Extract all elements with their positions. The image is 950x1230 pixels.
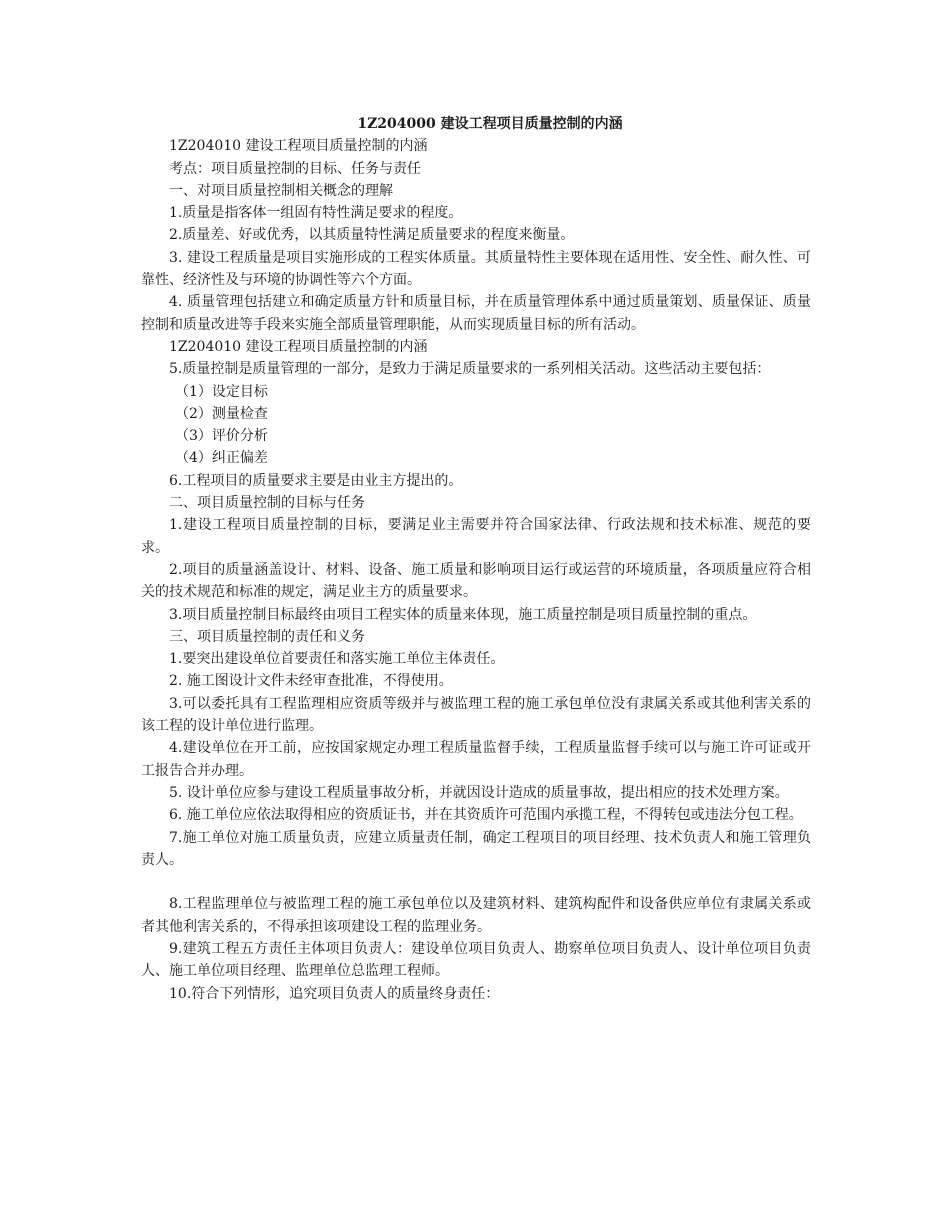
paragraph: 3.项目质量控制目标最终由项目工程实体的质量来体现，施工质量控制是项目质量控制的重点。 bbox=[169, 606, 757, 623]
paragraph: 1.要突出建设单位首要责任和落实施工单位主体责任。 bbox=[169, 651, 505, 668]
document-title: 1Z204000 建设工程项目质量控制的内涵 bbox=[357, 116, 623, 132]
list-item: （3）评价分析 bbox=[175, 428, 268, 445]
paragraph: 3. 建设工程质量是项目实施形成的工程实体质量。其质量特性主要体现在适用性、安全性、耐久性、可靠性、经济性及与环境的协调性等六个方面。 bbox=[141, 249, 811, 289]
list-item: （1）设定目标 bbox=[175, 383, 268, 400]
paragraph: 1Z204010 建设工程项目质量控制的内涵 bbox=[169, 338, 428, 355]
paragraph: 8.工程监理单位与被监理工程的施工承包单位以及建筑材料、建筑构配件和设备供应单位有隶属关系或者其他利害关系的，不得承担该项建设工程的监理业务。 bbox=[141, 896, 811, 935]
document-body bbox=[141, 113, 811, 1005]
section-heading: 三、项目质量控制的责任和义务 bbox=[169, 628, 365, 645]
paragraph: 4. 质量管理包括建立和确定质量方针和质量目标，并在质量管理体系中通过质量策划、质量保证、质量控制和质量改进等手段来实施全部质量管理职能，从而实现质量目标的所有活动。 bbox=[141, 294, 811, 333]
paragraph: 6. 施工单位应依法取得相应的资质证书，并在其资质许可范围内承揽工程，不得转包或违法分包工程。 bbox=[169, 807, 803, 824]
paragraph: 2. 施工图设计文件未经审查批准，不得使用。 bbox=[169, 673, 453, 690]
paragraph: 3.可以委托具有工程监理相应资质等级并与被监理工程的施工承包单位没有隶属关系或其他利害关系的该工程的设计单位进行监理。 bbox=[141, 695, 811, 735]
paragraph: 1.建设工程项目质量控制的目标，要满足业主需要并符合国家法律、行政法规和技术标准、规范的要求。 bbox=[141, 517, 811, 556]
paragraph: 9.建筑工程五方责任主体项目负责人：建设单位项目负责人、勘察单位项目负责人、设计单位项目负责人、施工单位项目经理、监理单位总监理工程师。 bbox=[141, 940, 811, 980]
paragraph: 10.符合下列情形，追究项目负责人的质量终身责任： bbox=[169, 985, 500, 1002]
paragraph: 考点：项目质量控制的目标、任务与责任 bbox=[169, 160, 421, 177]
paragraph: 6.工程项目的质量要求主要是由业主方提出的。 bbox=[169, 472, 463, 489]
paragraph: 4.建设单位在开工前，应按国家规定办理工程质量监督手续，工程质量监督手续可以与施工许可证或开工报告合并办理。 bbox=[141, 740, 811, 779]
paragraph: 1.质量是指客体一组固有特性满足要求的程度。 bbox=[169, 205, 463, 222]
section-heading: 一、对项目质量控制相关概念的理解 bbox=[169, 182, 393, 199]
paragraph: 5.质量控制是质量管理的一部分，是致力于满足质量要求的一系列相关活动。这些活动主要包括： bbox=[169, 361, 771, 378]
section-heading: 二、项目质量控制的目标与任务 bbox=[169, 495, 365, 512]
paragraph: 7.施工单位对施工质量负责，应建立质量责任制，确定工程项目的项目经理、技术负责人和施工管理负责人。 bbox=[141, 829, 811, 868]
blank-line bbox=[141, 871, 811, 893]
paragraph: 2.项目的质量涵盖设计、材料、设备、施工质量和影响项目运行或运营的环境质量，各项质量应符合相关的技术规范和标准的规定，满足业主方的质量要求。 bbox=[141, 561, 811, 601]
paragraph: 5. 设计单位应参与建设工程质量事故分析，并就因设计造成的质量事故，提出相应的技术处理方案。 bbox=[169, 784, 789, 801]
list-item: （2）测量检查 bbox=[175, 405, 268, 422]
list-item: （4）纠正偏差 bbox=[175, 450, 268, 467]
paragraph: 2.质量差、好或优秀，以其质量特性满足质量要求的程度来衡量。 bbox=[169, 227, 575, 244]
paragraph: 1Z204010 建设工程项目质量控制的内涵 bbox=[169, 138, 428, 155]
